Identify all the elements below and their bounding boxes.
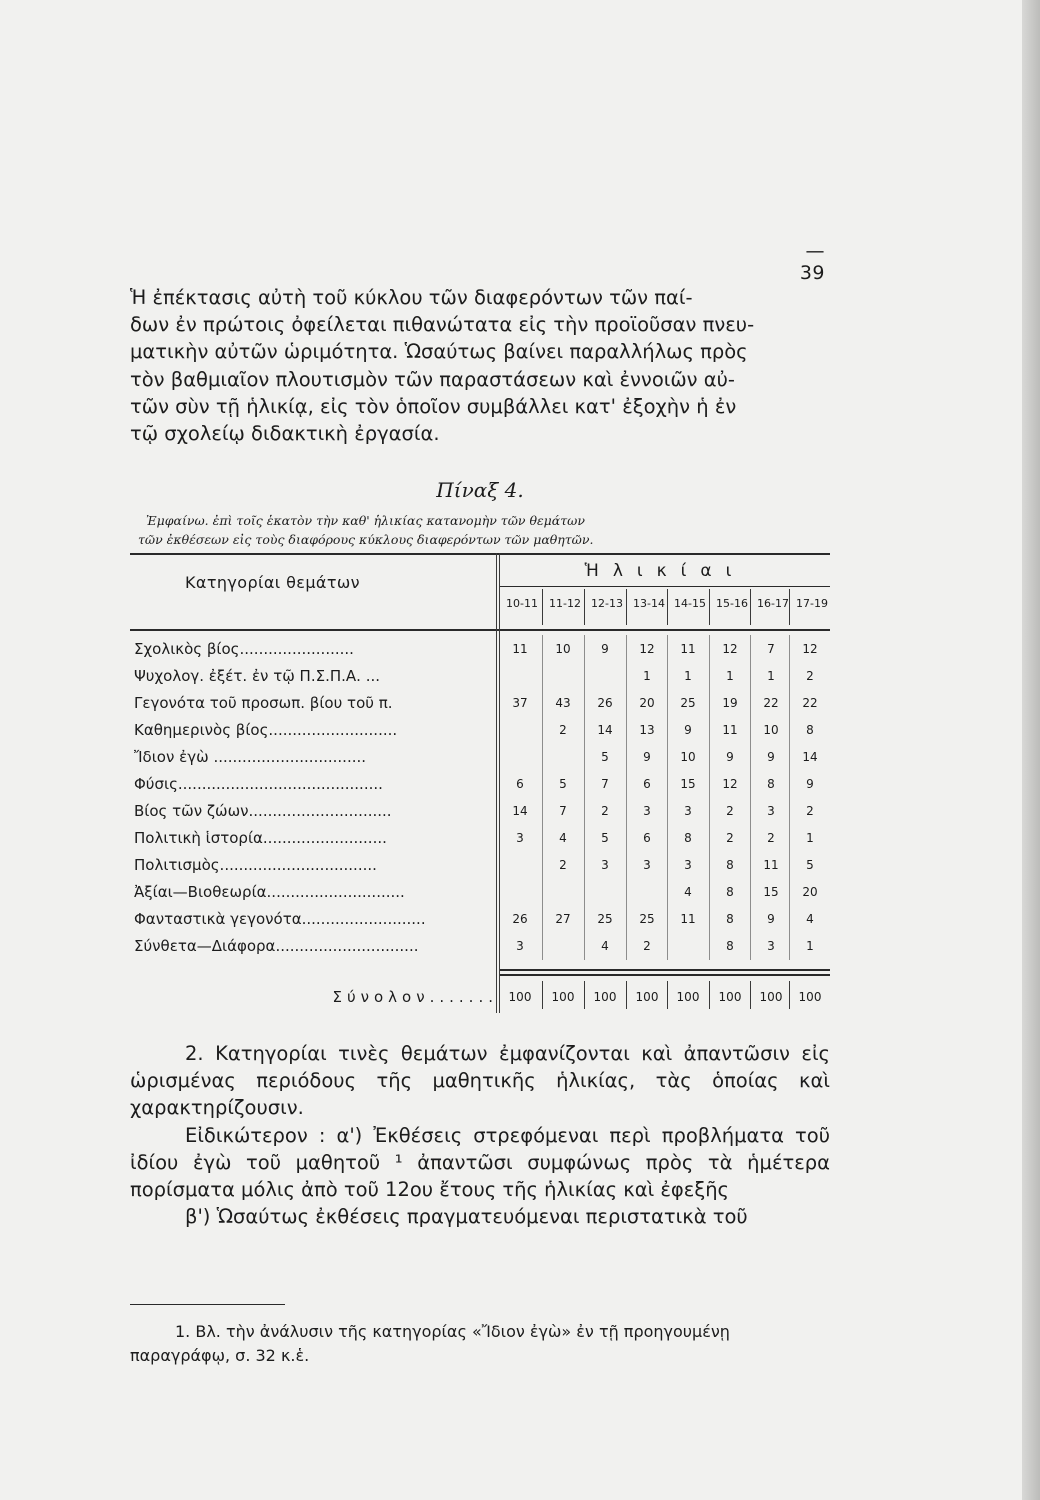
age-group-header: 15-16 xyxy=(716,597,748,610)
category-row-label: Φανταστικὰ γεγονότα.......................... xyxy=(134,910,426,928)
table-cell: 1 xyxy=(643,669,651,683)
table-cell: 9 xyxy=(726,750,734,764)
total-divider xyxy=(542,981,543,1009)
table-cell xyxy=(543,882,583,902)
age-column-divider xyxy=(626,589,627,625)
total-divider xyxy=(626,981,627,1009)
table-cell: 25 xyxy=(680,696,696,710)
age-column-divider xyxy=(709,589,710,625)
table-cell: 26 xyxy=(597,696,613,710)
table-cell: 8 xyxy=(726,939,734,953)
intro-line: τὸν βαθμιαῖον πλουτισμὸν τῶν παραστάσεων καὶ ἐννοιῶν αὐ- xyxy=(130,367,735,391)
table-cell: 5 xyxy=(601,750,609,764)
table-cell: 27 xyxy=(555,912,571,926)
age-group-header: 16-17 xyxy=(757,597,789,610)
age-group-header: 13-14 xyxy=(633,597,665,610)
intro-line: τῶν σὺν τῇ ἡλικίᾳ, εἰς τὸν ὁποῖον συμβάλλει κατ' ἐξοχὴν ἡ ἐν xyxy=(130,394,737,418)
total-cell: 100 xyxy=(593,990,617,1004)
table-cell: 1 xyxy=(806,831,814,845)
intro-line: δων ἐν πρώτοις ὀφείλεται πιθανώτατα εἰς τὴν προϊοῦσαν πνευ- xyxy=(130,313,755,337)
table-cell xyxy=(543,936,583,956)
table-cell: 2 xyxy=(767,831,775,845)
table-cell: 15 xyxy=(763,885,779,899)
caption-line: Ἐμφαίνω. ἐπὶ τοῖς ἑκατὸν τὴν καθ' ἡλικίας κατανομὴν τῶν θεμάτων xyxy=(146,513,585,528)
table-cell: 5 xyxy=(559,777,567,791)
age-column-header: Ἡλικίαι xyxy=(584,561,746,581)
category-row-label: Βίος τῶν ζώων.............................. xyxy=(134,802,392,820)
table-cell: 37 xyxy=(512,696,528,710)
table-title: Πίναξ 4. xyxy=(436,478,524,502)
table-cell: 7 xyxy=(601,777,609,791)
table-caption xyxy=(138,511,823,549)
table-cell: 26 xyxy=(512,912,528,926)
table-cell: 9 xyxy=(767,750,775,764)
table-cell: 8 xyxy=(684,831,692,845)
table-top-rule xyxy=(130,553,830,555)
category-row-label: Σχολικὸς βίος........................ xyxy=(134,640,354,658)
table-cell: 2 xyxy=(601,804,609,818)
paragraph: β') Ὡσαύτως ἐκθέσεις πραγματευόμεναι περιστατικὰ τοῦ xyxy=(185,1205,748,1229)
table-cell: 3 xyxy=(643,858,651,872)
category-row-label: Ψυχολογ. ἐξέτ. ἐν τῷ Π.Σ.Π.Α. ... xyxy=(134,667,380,685)
table-cell: 15 xyxy=(680,777,696,791)
paragraph: Εἰδικώτερον : α') Ἐκθέσεις στρεφόμεναι περὶ προβλήματα τοῦ ἰδίου ἐγὼ τοῦ μαθητοῦ ¹ ἀπαντῶσι συμφώνως πρὸς τὰ ἡμέτερα πορίσματα μόλις ἀπὸ τοῦ 12ου ἔτους τῆς ἡλικίας καὶ ἐφεξῆς xyxy=(130,1123,830,1202)
table-cell xyxy=(543,666,583,686)
table-cell: 13 xyxy=(639,723,655,737)
age-group-header: 17-19 xyxy=(796,597,828,610)
total-label: Σύνολον....... xyxy=(332,988,498,1006)
categories-paragraph xyxy=(130,1040,830,1230)
category-row-label: Ἀξίαι—Βιοθεωρία............................. xyxy=(134,883,405,901)
total-cell: 100 xyxy=(508,990,532,1004)
table-cell: 8 xyxy=(806,723,814,737)
table-cell: 25 xyxy=(639,912,655,926)
table-cell: 4 xyxy=(559,831,567,845)
table-cell: 2 xyxy=(806,804,814,818)
table-cell xyxy=(500,855,540,875)
table-cell xyxy=(668,936,708,956)
category-column-header: Κατηγορίαι θεμάτων xyxy=(185,573,361,592)
total-cell: 100 xyxy=(635,990,659,1004)
paragraph: 2. Κατηγορίαι τινὲς θεμάτων ἐμφανίζονται καὶ ἀπαντῶσιν εἰς ὡρισμένας περιόδους τῆς μαθητικῆς ἡλικίας, τὰς ὁποίας καὶ χαρακτηρίζουσιν. xyxy=(130,1042,830,1120)
table-cell: 9 xyxy=(601,642,609,656)
table-cell: 8 xyxy=(726,885,734,899)
category-row-label: Καθημερινὸς βίος........................... xyxy=(134,721,398,739)
table-cell: 9 xyxy=(684,723,692,737)
age-column-divider xyxy=(750,589,751,625)
table-cell: 2 xyxy=(726,831,734,845)
total-divider xyxy=(709,981,710,1009)
caption-line: τῶν ἐκθέσεων εἰς τοὺς διαφόρους κύκλους διαφερόντων τῶν μαθητῶν. xyxy=(138,532,594,547)
category-row-label: Πολιτισμὸς................................. xyxy=(134,856,377,874)
table-cell: 4 xyxy=(684,885,692,899)
table-cell: 3 xyxy=(767,939,775,953)
age-group-header: 14-15 xyxy=(674,597,706,610)
table-cell: 14 xyxy=(802,750,818,764)
age-column-divider xyxy=(789,589,790,625)
total-divider xyxy=(750,981,751,1009)
table-cell: 25 xyxy=(597,912,613,926)
table-cell xyxy=(500,747,540,767)
table-cell: 1 xyxy=(806,939,814,953)
table-cell: 1 xyxy=(726,669,734,683)
table-cell: 3 xyxy=(643,804,651,818)
table-cell: 6 xyxy=(643,777,651,791)
table-cell: 7 xyxy=(767,642,775,656)
table-cell: 3 xyxy=(684,858,692,872)
column-divider xyxy=(542,635,543,960)
column-divider xyxy=(709,635,710,960)
total-divider xyxy=(584,981,585,1009)
table-cell: 3 xyxy=(601,858,609,872)
table-cell: 3 xyxy=(516,831,524,845)
table-cell: 9 xyxy=(767,912,775,926)
totals-rule-2 xyxy=(500,974,830,976)
header-bottom-rule xyxy=(130,629,830,631)
age-group-header: 10-11 xyxy=(506,597,538,610)
table-cell: 5 xyxy=(806,858,814,872)
table-cell: 22 xyxy=(763,696,779,710)
column-divider xyxy=(667,635,668,960)
category-row-label: Φύσις........................................... xyxy=(134,775,383,793)
table-cell: 7 xyxy=(559,804,567,818)
table-cell: 9 xyxy=(643,750,651,764)
table-cell: 5 xyxy=(601,831,609,845)
table-cell xyxy=(585,882,625,902)
table-cell: 12 xyxy=(639,642,655,656)
table-cell: 19 xyxy=(722,696,738,710)
category-row-label: Πολιτικὴ ἱστορία.......................... xyxy=(134,829,387,847)
table-cell xyxy=(543,747,583,767)
table-cell: 3 xyxy=(684,804,692,818)
table-cell: 11 xyxy=(680,912,696,926)
table-cell xyxy=(585,666,625,686)
table-cell: 2 xyxy=(643,939,651,953)
total-cell: 100 xyxy=(798,990,822,1004)
total-cell: 100 xyxy=(676,990,700,1004)
table-cell: 22 xyxy=(802,696,818,710)
footnote-rule xyxy=(130,1304,285,1305)
category-row-label: Σύνθετα—Διάφορα.............................. xyxy=(134,937,419,955)
column-divider xyxy=(750,635,751,960)
table-cell: 11 xyxy=(680,642,696,656)
page-edge xyxy=(1022,0,1040,1500)
category-row-label: Ἴδιον ἐγὼ ................................ xyxy=(134,748,367,766)
table-cell: 9 xyxy=(806,777,814,791)
table-cell: 2 xyxy=(559,723,567,737)
table-cell: 20 xyxy=(639,696,655,710)
total-cell: 100 xyxy=(759,990,783,1004)
table-cell: 12 xyxy=(802,642,818,656)
table-cell: 11 xyxy=(763,858,779,872)
table-cell xyxy=(500,666,540,686)
table-cell: 10 xyxy=(763,723,779,737)
age-header-rule xyxy=(500,586,830,587)
total-cell: 100 xyxy=(718,990,742,1004)
table-cell: 6 xyxy=(643,831,651,845)
table-cell: 43 xyxy=(555,696,571,710)
intro-line: τῷ σχολείῳ διδακτικὴ ἐργασία. xyxy=(130,422,440,446)
table-cell: 8 xyxy=(726,912,734,926)
table-cell: 4 xyxy=(601,939,609,953)
table-cell: 3 xyxy=(516,939,524,953)
table-cell: 1 xyxy=(767,669,775,683)
total-divider xyxy=(789,981,790,1009)
table-cell: 11 xyxy=(722,723,738,737)
column-divider xyxy=(789,635,790,960)
table-cell: 8 xyxy=(767,777,775,791)
table-cell: 12 xyxy=(722,642,738,656)
table-cell: 4 xyxy=(806,912,814,926)
statistics-table xyxy=(130,553,830,1013)
page-number: — 39 xyxy=(799,240,825,284)
intro-line: Ἡ ἐπέκτασις αὐτὴ τοῦ κύκλου τῶν διαφερόντων τῶν παί- xyxy=(130,286,693,309)
category-row-label: Γεγονότα τοῦ προσωπ. βίου τοῦ π. xyxy=(134,694,393,712)
intro-line: ματικὴν αὐτῶν ὡριμότητα. Ὡσαύτως βαίνει παραλλήλως πρὸς xyxy=(130,340,748,364)
table-cell xyxy=(500,882,540,902)
table-cell: 14 xyxy=(597,723,613,737)
age-group-header: 11-12 xyxy=(549,597,581,610)
age-column-divider xyxy=(667,589,668,625)
table-cell: 3 xyxy=(767,804,775,818)
table-cell xyxy=(627,882,667,902)
footnote: 1. Βλ. τὴν ἀνάλυσιν τῆς κατηγορίας «Ἴδιον ἐγὼ» ἐν τῇ προηγουμένῃ παραγράφῳ, σ. 32 κ.ἑ. xyxy=(130,1322,730,1365)
table-cell: 12 xyxy=(722,777,738,791)
intro-paragraph xyxy=(130,284,830,447)
table-cell: 2 xyxy=(806,669,814,683)
table-cell: 10 xyxy=(555,642,571,656)
table-cell: 2 xyxy=(559,858,567,872)
table-cell xyxy=(500,720,540,740)
table-cell: 10 xyxy=(680,750,696,764)
table-cell: 14 xyxy=(512,804,528,818)
total-divider xyxy=(667,981,668,1009)
total-cell: 100 xyxy=(551,990,575,1004)
column-divider xyxy=(584,635,585,960)
table-cell: 11 xyxy=(512,642,528,656)
totals-rule-1 xyxy=(500,969,830,971)
age-column-divider xyxy=(542,589,543,625)
table-cell: 20 xyxy=(802,885,818,899)
age-column-divider xyxy=(584,589,585,625)
table-cell: 1 xyxy=(684,669,692,683)
column-divider xyxy=(626,635,627,960)
age-group-header: 12-13 xyxy=(591,597,623,610)
table-cell: 8 xyxy=(726,858,734,872)
table-cell: 6 xyxy=(516,777,524,791)
table-cell: 2 xyxy=(726,804,734,818)
